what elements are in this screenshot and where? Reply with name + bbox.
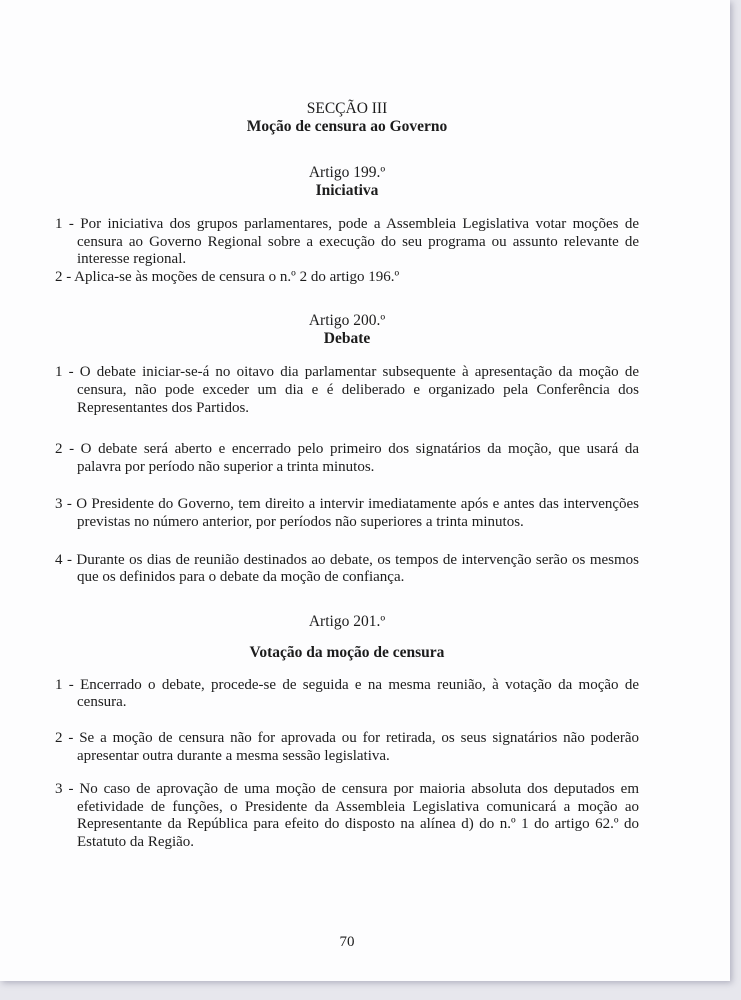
- article-number-201: Artigo 201.º: [308, 612, 386, 630]
- article-201-paragraph-2: 2 - Se a moção de censura não for aprovada ou for retirada, os seus signatários não poderão apresentar outra durante a mesma sessão legislativa.: [55, 729, 639, 764]
- article-200-paragraph-2: 2 - O debate será aberto e encerrado pelo primeiro dos signatários da moção, que usará da palavra por período não superior a trinta minutos.: [55, 441, 639, 475]
- article-title-200: Debate: [323, 330, 371, 348]
- article-200-paragraph-4: 4 - Durante os dias de reunião destinados ao debate, os tempos de intervenção serão os mesmos que os definidos para o debate da moção de confiança.: [55, 551, 639, 586]
- page-number: 70: [339, 934, 355, 951]
- article-199-paragraph-1: 1 - Por iniciativa dos grupos parlamentares, pode a Assembleia Legislativa votar moções de censura ao Governo Regional sobre a execução do seu programa ou assunto relevante de interesse regional.: [55, 216, 639, 268]
- article-title-201: Votação da moção de censura: [249, 643, 445, 661]
- article-200-paragraph-1: 1 - O debate iniciar-se-á no oitavo dia parlamentar subsequente à apresentação da moção de censura, não pode exceder um dia e é deliberado e organizado pela Conferência dos Representantes dos Partidos.: [55, 364, 639, 416]
- article-201-paragraph-1: 1 - Encerrado o debate, procede-se de seguida e na mesma reunião, à votação da moção de censura.: [55, 676, 639, 711]
- article-201-paragraph-3: 3 - No caso de aprovação de uma moção de censura por maioria absoluta dos deputados em efetividade de funções, o Presidente da Assembleia Legislativa comunicará a moção ao Representante da República para efeito do disposto na alínea d) do n.º 1 do artigo 62.º do Estatuto da Região.: [55, 781, 639, 850]
- article-200-paragraph-3: 3 - O Presidente do Governo, tem direito a intervir imediatamente após e antes das intervenções previstas no número anterior, por períodos não superiores a trinta minutos.: [55, 496, 639, 530]
- article-199-paragraph-2: 2 - Aplica-se às moções de censura o n.º 2 do artigo 196.º: [55, 268, 400, 285]
- article-number-200: Artigo 200.º: [308, 312, 386, 330]
- section-label: SECÇÃO III: [306, 100, 388, 117]
- article-title-199: Iniciativa: [315, 182, 379, 199]
- article-number-199: Artigo 199.º: [308, 164, 386, 181]
- section-title: Moção de censura ao Governo: [246, 118, 448, 135]
